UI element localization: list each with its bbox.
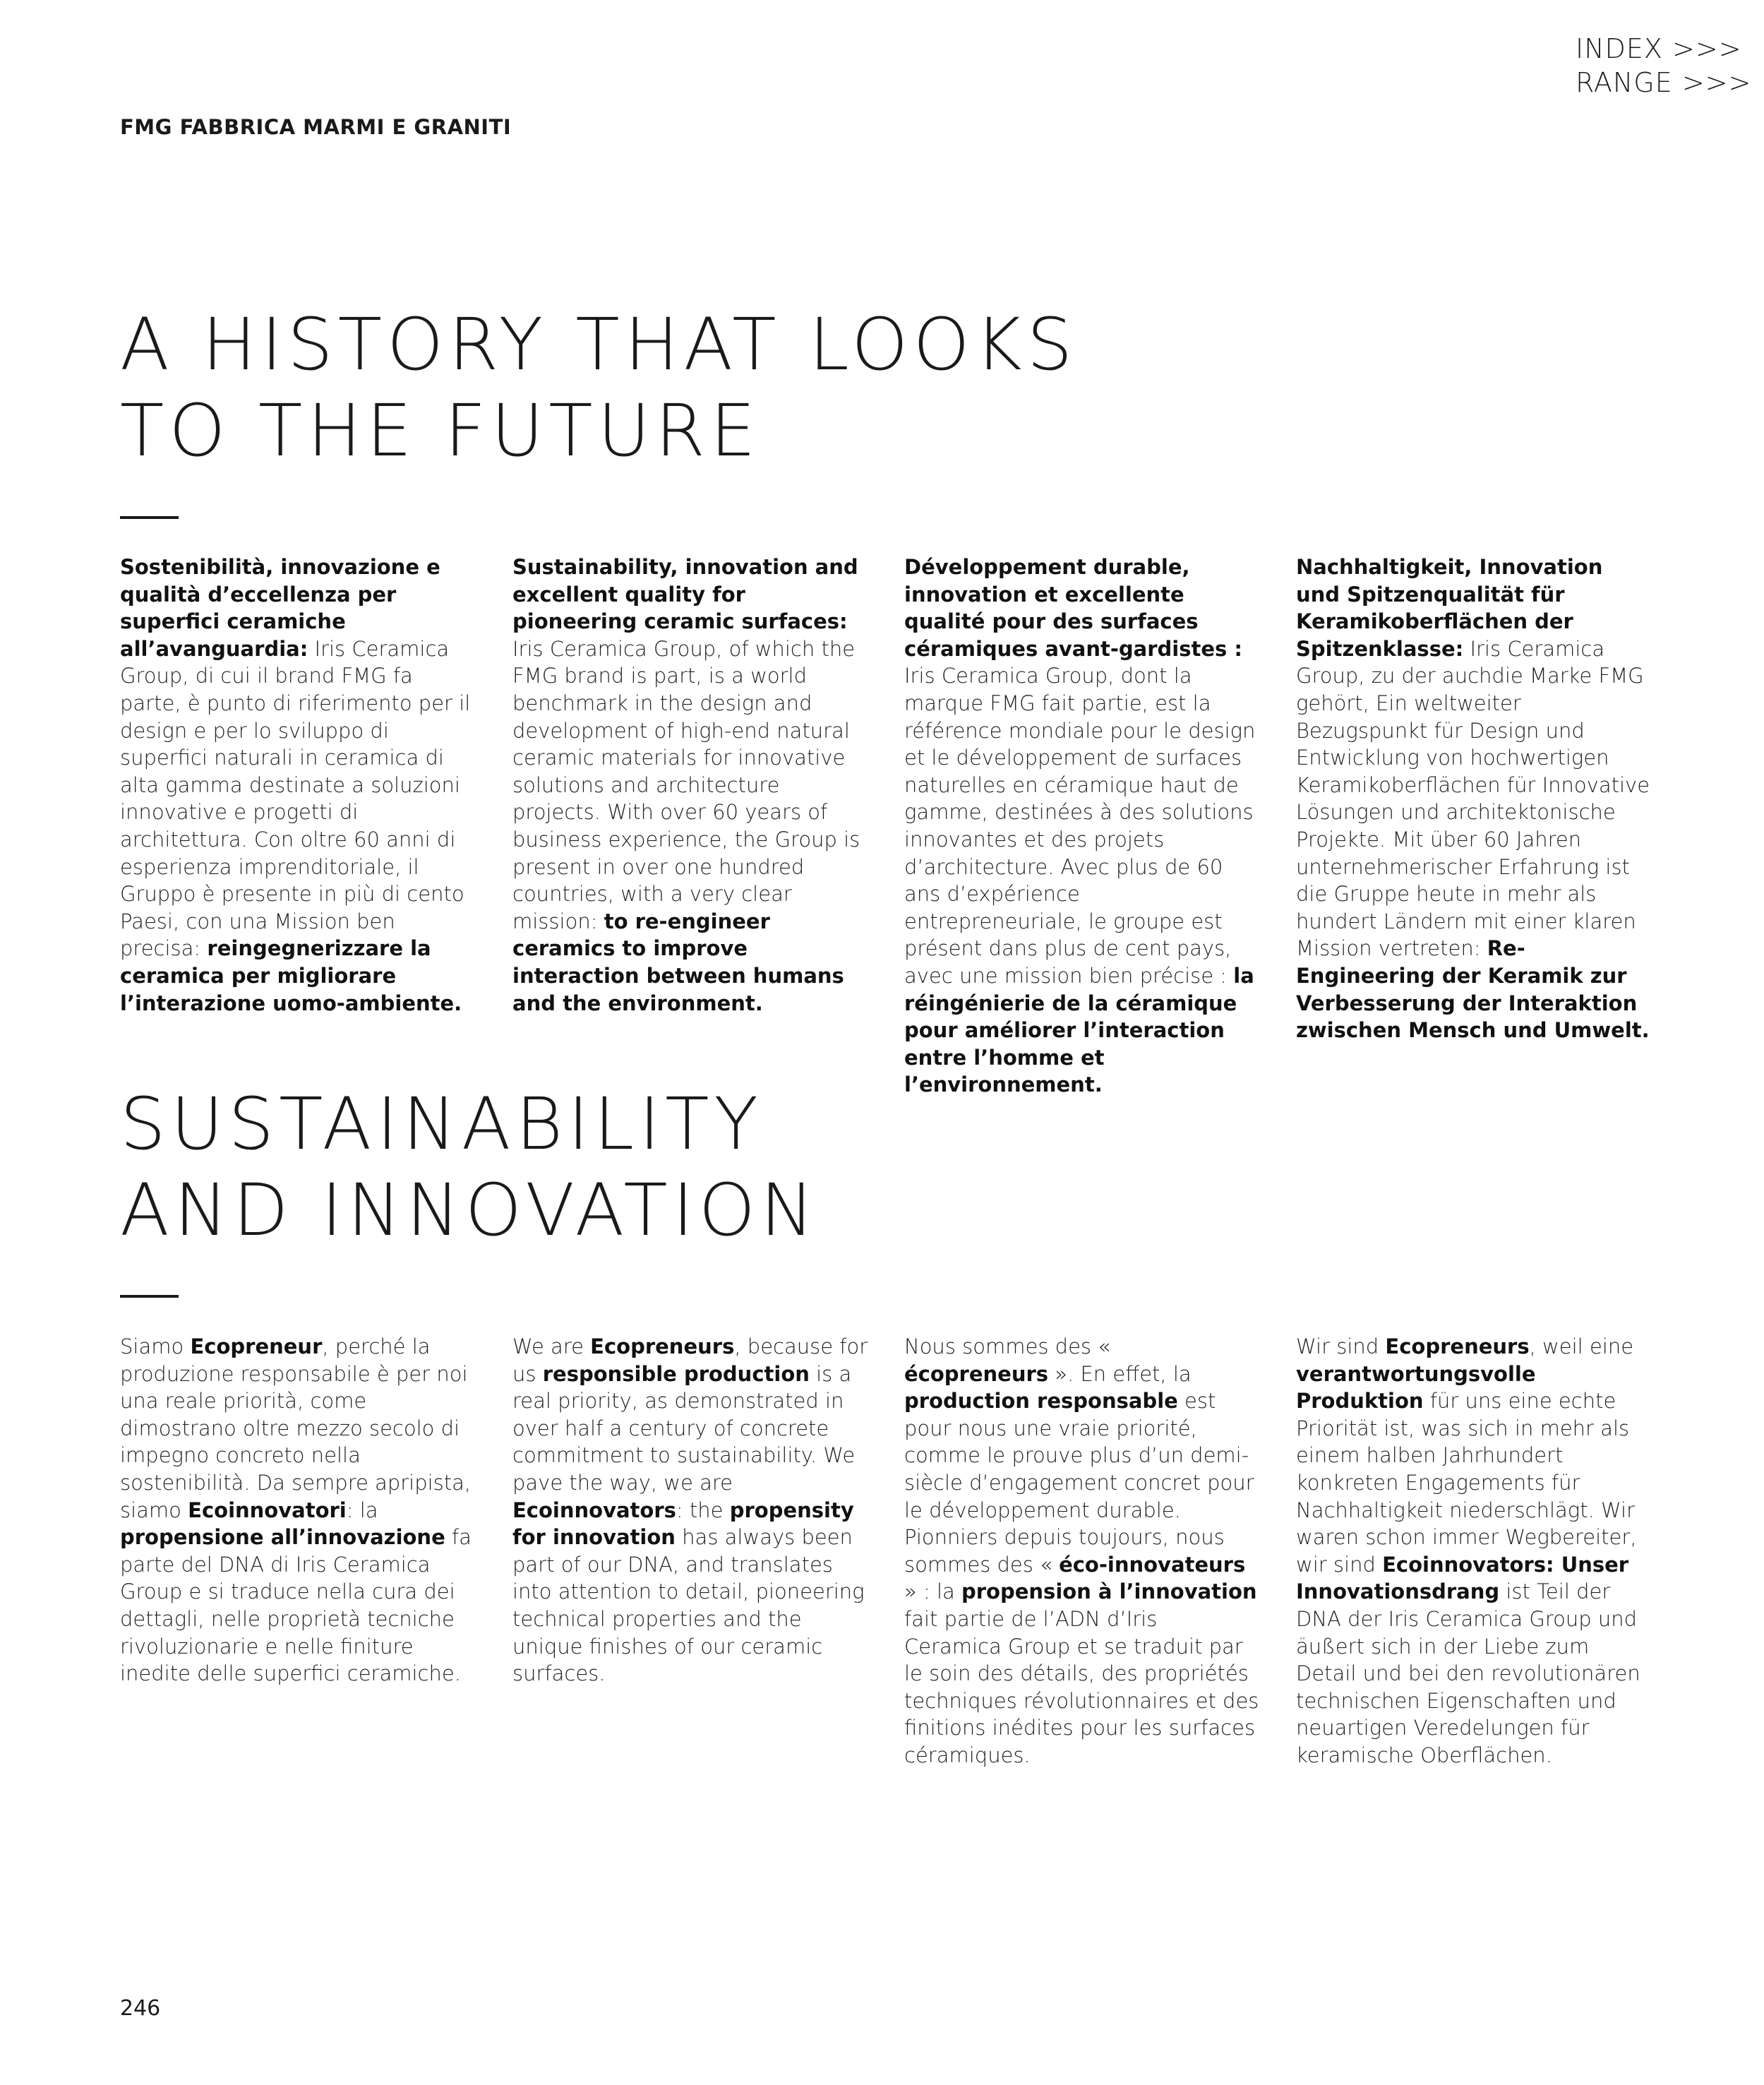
emphasis-text: to re-engineer ceramics to improve interaction between humans and the environment. [512, 909, 844, 1015]
paragraph-history-french [904, 554, 1261, 1099]
page-number: 246 [120, 1996, 161, 2021]
range-link[interactable]: RANGE >>> [1576, 67, 1752, 98]
paragraph-sustainability-french [904, 1333, 1261, 1769]
body-text: » : la [904, 1579, 961, 1604]
emphasis-text: écopreneurs [904, 1361, 1049, 1386]
emphasis-text: reingegnerizzare la ceramica per migliorare l’interazione uomo-ambiente. [120, 936, 462, 1015]
emphasis-text: la réingénierie de la céramique pour améliorer l’interaction entre l’homme et l’environnement. [904, 963, 1254, 1097]
emphasis-text: Sostenibilità, innovazione e qualità d’eccellenza per superfici ceramiche all’avanguardia: [120, 555, 440, 661]
emphasis-text: éco-innovateurs [1059, 1552, 1246, 1577]
emphasis-text: propension à l’innovation [961, 1579, 1257, 1604]
body-text: Nous sommes des « [904, 1334, 1110, 1358]
section-title-history [120, 302, 1077, 474]
emphasis-text: Ecopreneurs [1385, 1334, 1530, 1358]
body-text: : the [676, 1498, 730, 1522]
emphasis-text: Ecoinnovators [512, 1498, 676, 1522]
body-text: Iris Ceramica Group, dont la marque FMG fait partie, est la référence mondiale pour le design et le développement de surfaces naturelles en céramique haut de gamme, destinées à des solutions innovantes et des projets d’architecture. Avec plus de 60 ans d’expérience entrepreneuriale, le groupe est présent dans plus de cent pays, avec une mission bien précise : [904, 664, 1256, 988]
emphasis-text: Ecopreneur [190, 1334, 323, 1358]
index-link[interactable]: INDEX >>> [1576, 33, 1742, 64]
paragraph-history-english [512, 554, 869, 1017]
paragraph-sustainability-german [1296, 1333, 1652, 1769]
section-title-line: AND INNOVATION [120, 1169, 820, 1253]
body-text: Iris Ceramica Group, zu der auchdie Marke FMG gehört, Ein weltweiter Bezugspunkt für Design und Entwicklung von hochwertigen Keramikoberflächen für Innovative Lösungen und architektonische Projekte. Mit über 60 Jahren unternehmerischer Erfahrung ist die Gruppe heute in mehr als hundert Ländern mit einer klaren Mission vertreten: [1296, 636, 1650, 961]
body-text: , weil eine [1529, 1334, 1634, 1358]
body-text: ». En effet, la [1048, 1361, 1192, 1386]
body-text: Wir sind [1296, 1334, 1386, 1358]
emphasis-text: propensity for innovation [512, 1498, 854, 1550]
emphasis-text: Développement durable, innovation et excellente qualité pour des surfaces céramiques avant-gardistes : [904, 555, 1242, 661]
body-text: ist Teil der DNA der Iris Ceramica Group und äußert sich in der Liebe zum Detail und bei den revolutionären technischen Eigenschaften und neuartigen Veredelungen für keramische Oberflächen. [1296, 1579, 1640, 1767]
body-text: , because for us [512, 1334, 868, 1386]
section-title-line: SUSTAINABILITY [120, 1082, 763, 1166]
body-text: est pour nous une vraie priorité, comme le prouve plus d’un demi-siècle d’engagement concret pour le développement durable. Pionniers depuis toujours, nous sommes des « [904, 1389, 1254, 1577]
section-divider [120, 1295, 179, 1298]
body-text: : la [346, 1498, 378, 1522]
section-title-line: A HISTORY THAT LOOKS [120, 303, 1078, 387]
section-title-sustainability [120, 1082, 819, 1254]
paragraph-history-german [1296, 554, 1652, 1044]
emphasis-text: production responsable [904, 1389, 1178, 1414]
emphasis-text: Sustainability, innovation and excellent quality for pioneering ceramic surfaces: [512, 555, 858, 634]
emphasis-text: Ecoinnovatori [188, 1498, 347, 1522]
section-divider [120, 516, 179, 519]
emphasis-text: Ecoinnovators: Unser Innovationsdrang [1296, 1552, 1629, 1604]
body-text: Iris Ceramica Group, of which the FMG brand is part, is a world benchmark in the design and development of high-end natural ceramic materials for innovative solutions and architecture projects. With over 60 years of business experience, the Group is present in over one hundred countries, with a very clear mission: [512, 636, 860, 933]
body-text: We are [512, 1334, 591, 1358]
body-text: Iris Ceramica Group, di cui il brand FMG fa parte, è punto di riferimento per il design e per lo sviluppo di superfici naturali in ceramica di alta gamma destinate a soluzioni innovative e progetti di architettura. Con oltre 60 anni di esperienza imprenditoriale, il Gruppo è presente in più di cento Paesi, con una Mission ben precisa: [120, 636, 471, 961]
body-text: is a real priority, as demonstrated in over half a century of concrete commitment to sustainability. We pave the way, we are [512, 1361, 856, 1495]
body-text: fa parte del DNA di Iris Ceramica Group e si traduce nella cura dei dettagli, nelle proprietà tecniche rivoluzionarie e nelle finiture inedite delle superfici ceramiche. [120, 1525, 472, 1686]
body-text: has always been part of our DNA, and translates into attention to detail, pioneering technical properties and the unique finishes of our ceramic surfaces. [512, 1525, 865, 1686]
body-text: , perché la produzione responsabile è per noi una reale priorità, come dimostrano oltre mezzo secolo di impegno concreto nella sostenibilità. Da sempre apripista, siamo [120, 1334, 472, 1522]
top-navigation [1576, 32, 1751, 100]
emphasis-text: Ecopreneurs [590, 1334, 735, 1358]
emphasis-text: responsible production [542, 1361, 810, 1386]
paragraph-history-italian [120, 554, 476, 1017]
brand-name: FMG FABBRICA MARMI E GRANITI [120, 115, 512, 139]
section-title-line: TO THE FUTURE [120, 389, 761, 473]
emphasis-text: propensione all’innovazione [120, 1525, 445, 1550]
body-text: für uns eine echte Priorität ist, was sich in mehr als einem halben Jahrhundert konkreten Engagements für Nachhaltigkeit niederschlägt. Wir waren schon immer Wegbereiter, wir sind [1296, 1389, 1637, 1577]
paragraph-sustainability-italian [120, 1333, 476, 1687]
emphasis-text: Re-Engineering der Keramik zur Verbesserung der Interaktion zwischen Mensch und Umwelt. [1296, 936, 1650, 1043]
paragraph-sustainability-english [512, 1333, 869, 1687]
emphasis-text: Nachhaltigkeit, Innovation und Spitzenqualität für Keramikoberflächen der Spitzenklasse: [1296, 555, 1603, 661]
body-text: fait partie de l’ADN d’Iris Ceramica Group et se traduit par le soin des détails, des propriétés techniques révolutionnaires et des finitions inédites pour les surfaces céramiques. [904, 1606, 1259, 1767]
emphasis-text: verantwortungsvolle Produktion [1296, 1361, 1536, 1414]
body-text: Siamo [120, 1334, 191, 1358]
